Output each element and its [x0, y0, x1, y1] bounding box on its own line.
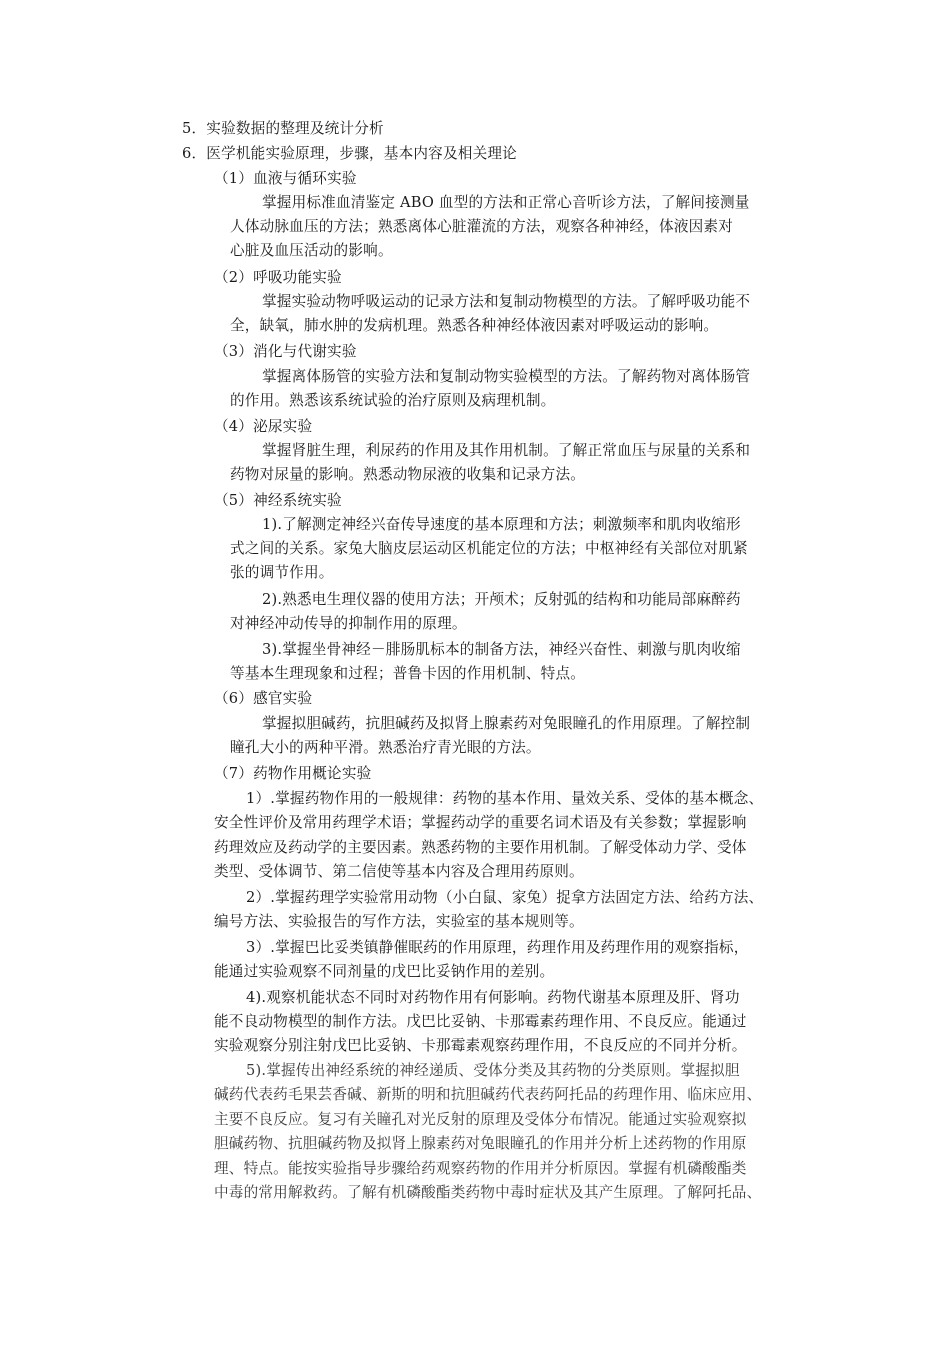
paragraph-line: 1）.掌握药物作用的一般规律：药物的基本作用、量效关系、受体的基本概念、	[246, 790, 764, 807]
section-heading-2: （2）呼吸功能实验	[214, 269, 342, 286]
paragraph-line: 掌握离体肠管的实验方法和复制动物实验模型的方法。了解药物对离体肠管	[262, 368, 751, 385]
paragraph-line: 安全性评价及常用药理学术语；掌握药动学的重要名词术语及有关参数；掌握影响	[214, 814, 747, 831]
paragraph-line: 3）.掌握巴比妥类镇静催眠药的作用原理，药理作用及药理作用的观察指标，	[246, 939, 749, 956]
paragraph-line: 等基本生理现象和过程；普鲁卡因的作用机制、特点。	[230, 665, 586, 682]
paragraph-line: 掌握用标准血清鉴定 ABO 血型的方法和正常心音听诊方法，了解间接测量	[262, 194, 750, 211]
paragraph-line: 胆碱药物、抗胆碱药物及拟肾上腺素药对兔眼瞳孔的作用并分析上述药物的作用原	[214, 1135, 747, 1152]
paragraph-line: 式之间的关系。家兔大脑皮层运动区机能定位的方法；中枢神经有关部位对肌紧	[230, 540, 748, 557]
paragraph-line: 2）.掌握药理学实验常用动物（小白鼠、家兔）捉拿方法固定方法、给药方法、	[246, 889, 764, 906]
paragraph-line: 能通过实验观察不同剂量的戊巴比妥钠作用的差别。	[214, 963, 555, 980]
paragraph-line: 能不良动物模型的制作方法。戊巴比妥钠、卡那霉素药理作用、不良反应。能通过	[214, 1013, 747, 1030]
paragraph-line: 1).了解测定神经兴奋传导速度的基本原理和方法；刺激频率和肌肉收缩形	[262, 516, 741, 533]
list-item-5: 5．实验数据的整理及统计分析	[182, 120, 384, 137]
section-heading-3: （3）消化与代谢实验	[214, 343, 357, 360]
paragraph-line: 张的调节作用。	[230, 564, 334, 581]
paragraph-line: 2).熟悉电生理仪器的使用方法；开颅术；反射弧的结构和功能局部麻醉药	[262, 591, 741, 608]
paragraph-line: 理、特点。能按实验指导步骤给药观察药物的作用并分析原因。掌握有机磷酸酯类	[214, 1160, 747, 1177]
paragraph-line: 掌握拟胆碱药，抗胆碱药及拟肾上腺素药对兔眼瞳孔的作用原理。了解控制	[262, 715, 751, 732]
section-heading-7: （7）药物作用概论实验	[214, 765, 372, 782]
paragraph-line: 中毒的常用解救药。了解有机磷酸酯类药物中毒时症状及其产生原理。了解阿托品、	[214, 1184, 762, 1201]
section-heading-4: （4）泌尿实验	[214, 418, 313, 435]
section-heading-5: （5）神经系统实验	[214, 492, 342, 509]
paragraph-line: 编号方法、实验报告的写作方法，实验室的基本规则等。	[214, 913, 584, 930]
paragraph-line: 3).掌握坐骨神经－腓肠肌标本的制备方法，神经兴奋性、刺激与肌肉收缩	[262, 641, 741, 658]
paragraph-line: 掌握肾脏生理，利尿药的作用及其作用机制。了解正常血压与尿量的关系和	[262, 442, 751, 459]
list-item-6: 6．医学机能实验原理，步骤，基本内容及相关理论	[182, 145, 517, 162]
paragraph-line: 的作用。熟悉该系统试验的治疗原则及病理机制。	[230, 392, 556, 409]
paragraph-line: 掌握实验动物呼吸运动的记录方法和复制动物模型的方法。了解呼吸功能不	[262, 293, 751, 310]
paragraph-line: 类型、受体调节、第二信使等基本内容及合理用药原则。	[214, 863, 584, 880]
paragraph-line: 瞳孔大小的两种平滑。熟悉治疗青光眼的方法。	[230, 739, 541, 756]
paragraph-line: 4).观察机能状态不同时对药物作用有何影响。药物代谢基本原理及肝、肾功	[246, 989, 740, 1006]
paragraph-line: 对神经冲动传导的抑制作用的原理。	[230, 615, 467, 632]
section-heading-1: （1）血液与循环实验	[214, 170, 357, 187]
paragraph-line: 主要不良反应。复习有关瞳孔对光反射的原理及受体分布情况。能通过实验观察拟	[214, 1111, 747, 1128]
section-heading-6: （6）感官实验	[214, 690, 313, 707]
paragraph-line: 全，缺氧，肺水肿的发病机理。熟悉各种神经体液因素对呼吸运动的影响。	[230, 317, 719, 334]
paragraph-line: 碱药代表药毛果芸香碱、新斯的明和抗胆碱药代表药阿托品的药理作用、临床应用、	[214, 1086, 762, 1103]
paragraph-line: 实验观察分别注射戊巴比妥钠、卡那霉素观察药理作用，不良反应的不同并分析。	[214, 1037, 747, 1054]
paragraph-line: 人体动脉血压的方法；熟悉离体心脏灌流的方法，观察各种神经，体液因素对	[230, 218, 733, 235]
paragraph-line: 药理效应及药动学的主要因素。熟悉药物的主要作用机制。了解受体动力学、受体	[214, 839, 747, 856]
paragraph-line: 药物对尿量的影响。熟悉动物尿液的收集和记录方法。	[230, 466, 586, 483]
paragraph-line: 心脏及血压活动的影响。	[230, 242, 393, 259]
paragraph-line: 5).掌握传出神经系统的神经递质、受体分类及其药物的分类原则。掌握拟胆	[246, 1062, 740, 1079]
